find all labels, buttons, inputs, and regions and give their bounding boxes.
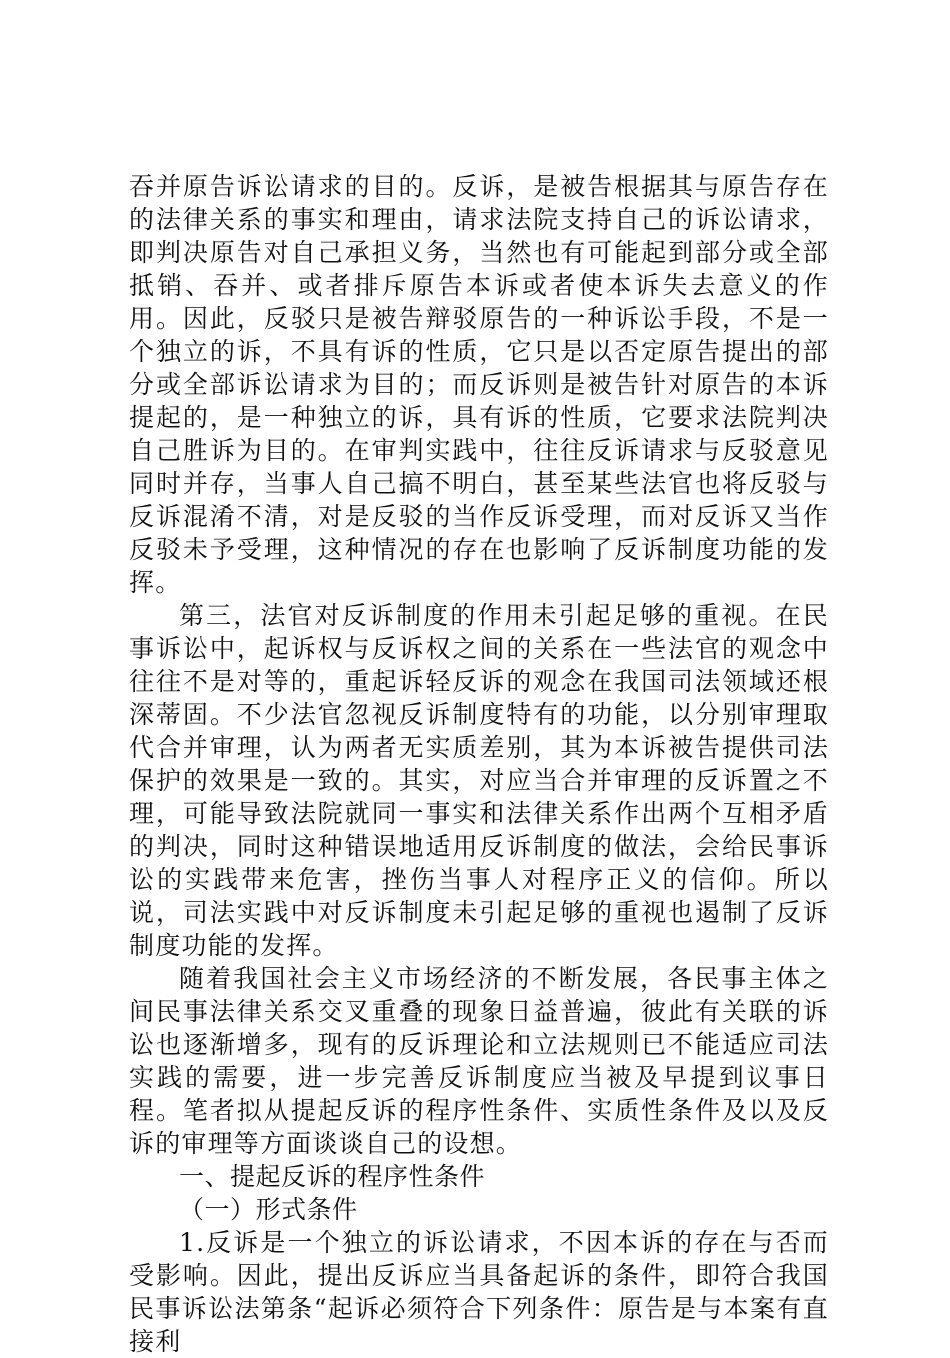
document-body xyxy=(129,170,829,1358)
section-heading-1: 一、提起反诉的程序性条件 xyxy=(179,1162,486,1191)
paragraph-1: 吞并原告诉讼请求的目的。反诉，是被告根据其与原告存在的法律关系的事实和理由，请求法院支持自己的诉讼请求，即判决原告对自己承担义务，当然也有可能起到部分或全部抵销、吞并、或者排斥原告本诉或者使本诉失去意义的作用。因此，反驳只是被告辩驳原告的一种诉讼手段，不是一个独立的诉，不具有诉的性质，它只是以否定原告提出的部分或全部诉讼请求为目的；而反诉则是被告针对原告的本诉提起的，是一种独立的诉，具有诉的性质，它要求法院判决自己胜诉为目的。在审判实践中，往往反诉请求与反驳意见同时并存，当事人自己搞不明白，甚至某些法官也将反驳与反诉混淆不清，对是反驳的当作反诉受理，而对反诉又当作反驳未予受理，这种情况的存在也影响了反诉制度功能的发挥。 xyxy=(129,172,829,597)
subsection-heading-1: （一）形式条件 xyxy=(179,1195,358,1224)
paragraph-4: 1.反诉是一个独立的诉讼请求，不因本诉的存在与否而受影响。因此，提出反诉应当具备起诉的条件，即符合我国民事诉讼法第条“起诉必须符合下列条件：原告是与本案有直接利 xyxy=(129,1228,829,1356)
paragraph-3: 随着我国社会主义市场经济的不断发展，各民事主体之间民事法律关系交叉重叠的现象日益普遍，彼此有关联的诉讼也逐渐增多，现有的反诉理论和立法规则已不能适应司法实践的需要，进一步完善反诉制度应当被及早提到议事日程。笔者拟从提起反诉的程序性条件、实质性条件及以及反诉的审理等方面谈谈自己的设想。 xyxy=(129,964,829,1158)
paragraph-2: 第三，法官对反诉制度的作用未引起足够的重视。在民事诉讼中，起诉权与反诉权之间的关系在一些法官的观念中往往不是对等的，重起诉轻反诉的观念在我国司法领域还根深蒂固。不少法官忽视反诉制度特有的功能，以分别审理取代合并审理，认为两者无实质差别，其为本诉被告提供司法保护的效果是一致的。其实，对应当合并审理的反诉置之不理，可能导致法院就同一事实和法律关系作出两个互相矛盾的判决，同时这种错误地适用反诉制度的做法，会给民事诉讼的实践带来危害，挫伤当事人对程序正义的信仰。所以说，司法实践中对反诉制度未引起足够的重视也遏制了反诉制度功能的发挥。 xyxy=(129,601,829,960)
